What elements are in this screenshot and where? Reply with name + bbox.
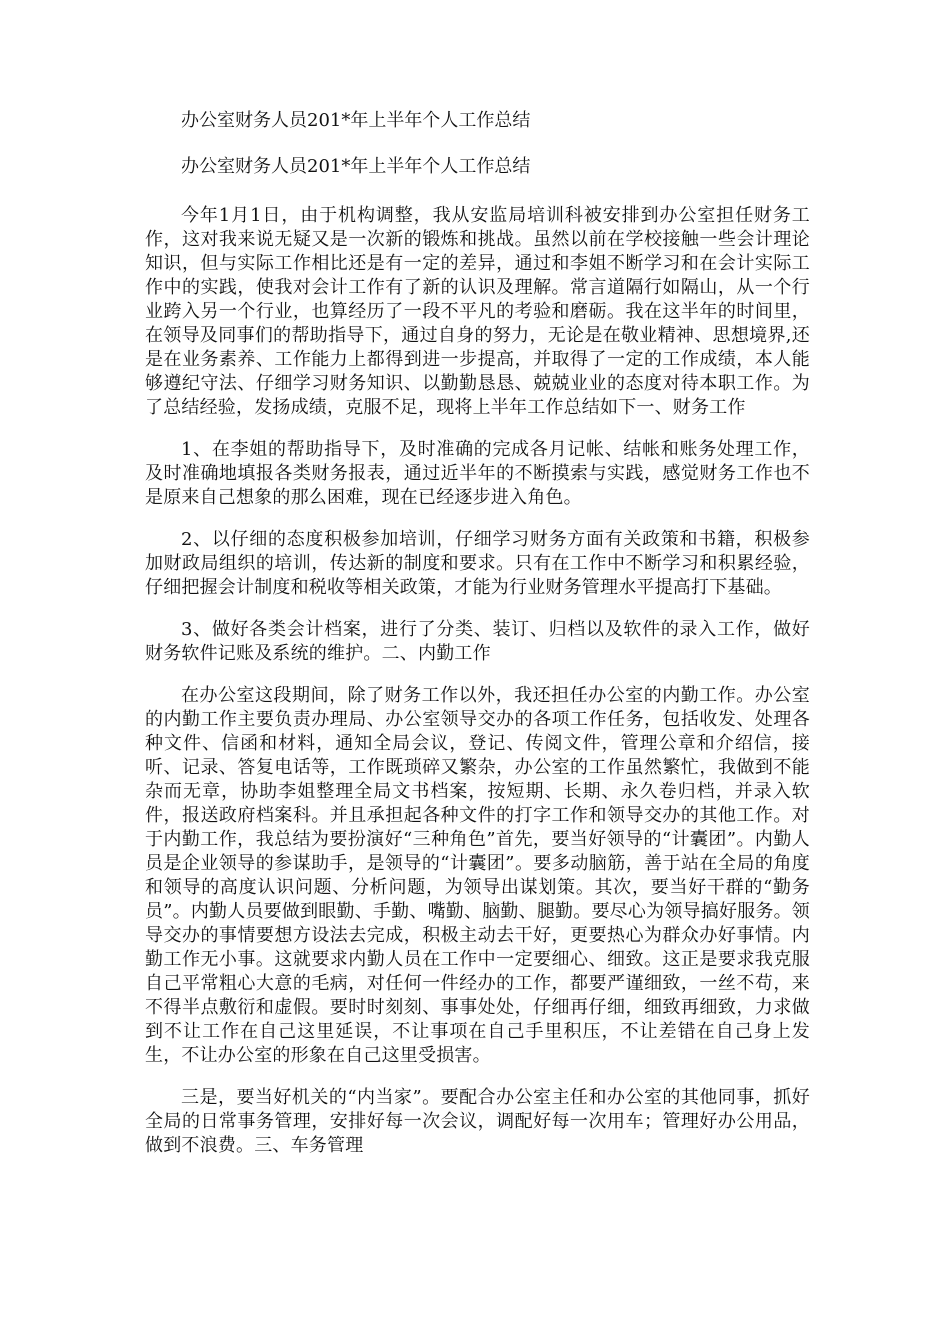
paragraph-intro: 今年1月1日，由于机构调整，我从安监局培训科被安排到办公室担任财务工作，这对我来说无疑又是一次新的锻炼和挑战。虽然以前在学校接触一些会计理论知识，但与实际工作相比还是有一定的差异，通过和李姐不断学习和在会计实际工作中的实践，使我对会计工作有了新的认识及理解。常言道隔行如隔山，从一个行业跨入另一个行业，也算经历了一段不平凡的考验和磨砺。我在这半年的时间里，在领导及同事们的帮助指导下，通过自身的努力，无论是在敬业精神、思想境界,还是在业务素养、工作能力上都得到进一步提高，并取得了一定的工作成绩，本人能够遵纪守法、仔细学习财务知识、以勤勤恳恳、兢兢业业的态度对待本职工作。为了总结经验，发扬成绩，克服不足，现将上半年工作总结如下一、财务工作: [145, 205, 810, 418]
paragraph-office-duties: 在办公室这段期间，除了财务工作以外，我还担任办公室的内勤工作。办公室的内勤工作主要负责办理局、办公室领导交办的各项工作任务，包括收发、处理各种文件、信函和材料，通知全局会议，登记、传阅文件，管理公章和介绍信，接听、记录、答复电话等，工作既琐碎又繁杂，办公室的工作虽然繁忙，我做到不能杂而无章，协助李姐整理全局文书档案，按短期、长期、永久卷归档，并录入软件，报送政府档案科。并且承担起各种文件的打字工作和领导交办的其他工作。对于内勤工作，我总结为要扮演好“三种角色”首先，要当好领导的“计囊团”。内勤人员是企业领导的参谋助手，是领导的“计囊团”。要多动脑筋，善于站在全局的角度和领导的高度认识问题、分析问题，为领导出谋划策。其次，要当好干群的“勤务员”。内勤人员要做到眼勤、手勤、嘴勤、脑勤、腿勤。要尽心为领导搞好服务。领导交办的事情要想方设法去完成，积极主动去干好，更要热心为群众办好事情。内勤工作无小事。这就要求内勤人员在工作中一定要细心、细致。这正是要求我克服自己平常粗心大意的毛病，对任何一件经办的工作，都要严谨细致，一丝不苟，来不得半点敷衍和虚假。要时时刻刻、事事处处，仔细再仔细，细致再细致，力求做到不让工作在自己这里延误，不让事项在自己手里积压，不让差错在自己身上发生，不让办公室的形象在自己这里受损害。: [145, 685, 810, 1066]
document-title: 办公室财务人员201*年上半年个人工作总结: [181, 110, 531, 131]
paragraph-item-2: 2、以仔细的态度积极参加培训，仔细学习财务方面有关政策和书籍，积极参加财政局组织的培训，传达新的制度和要求。只有在工作中不断学习和积累经验，仔细把握会计制度和税收等相关政策，才能为行业财务管理水平提高打下基础。: [145, 529, 810, 598]
document-subtitle: 办公室财务人员201*年上半年个人工作总结: [181, 156, 531, 177]
paragraph-item-1: 1、在李姐的帮助指导下，及时准确的完成各月记帐、结帐和账务处理工作，及时准确地填报各类财务报表，通过近半年的不断摸索与实践，感觉财务工作也不是原来自己想象的那么困难，现在已经逐步进入角色。: [145, 439, 810, 508]
document-page: [145, 108, 810, 1176]
paragraph-item-3: 3、做好各类会计档案，进行了分类、装订、归档以及软件的录入工作，做好财务软件记账及系统的维护。二、内勤工作: [145, 619, 810, 664]
paragraph-housekeeping: 三是，要当好机关的“内当家”。要配合办公室主任和办公室的其他同事，抓好全局的日常事务管理，安排好每一次会议，调配好每一次用车；管理好办公用品，做到不浪费。三、车务管理: [145, 1087, 810, 1156]
